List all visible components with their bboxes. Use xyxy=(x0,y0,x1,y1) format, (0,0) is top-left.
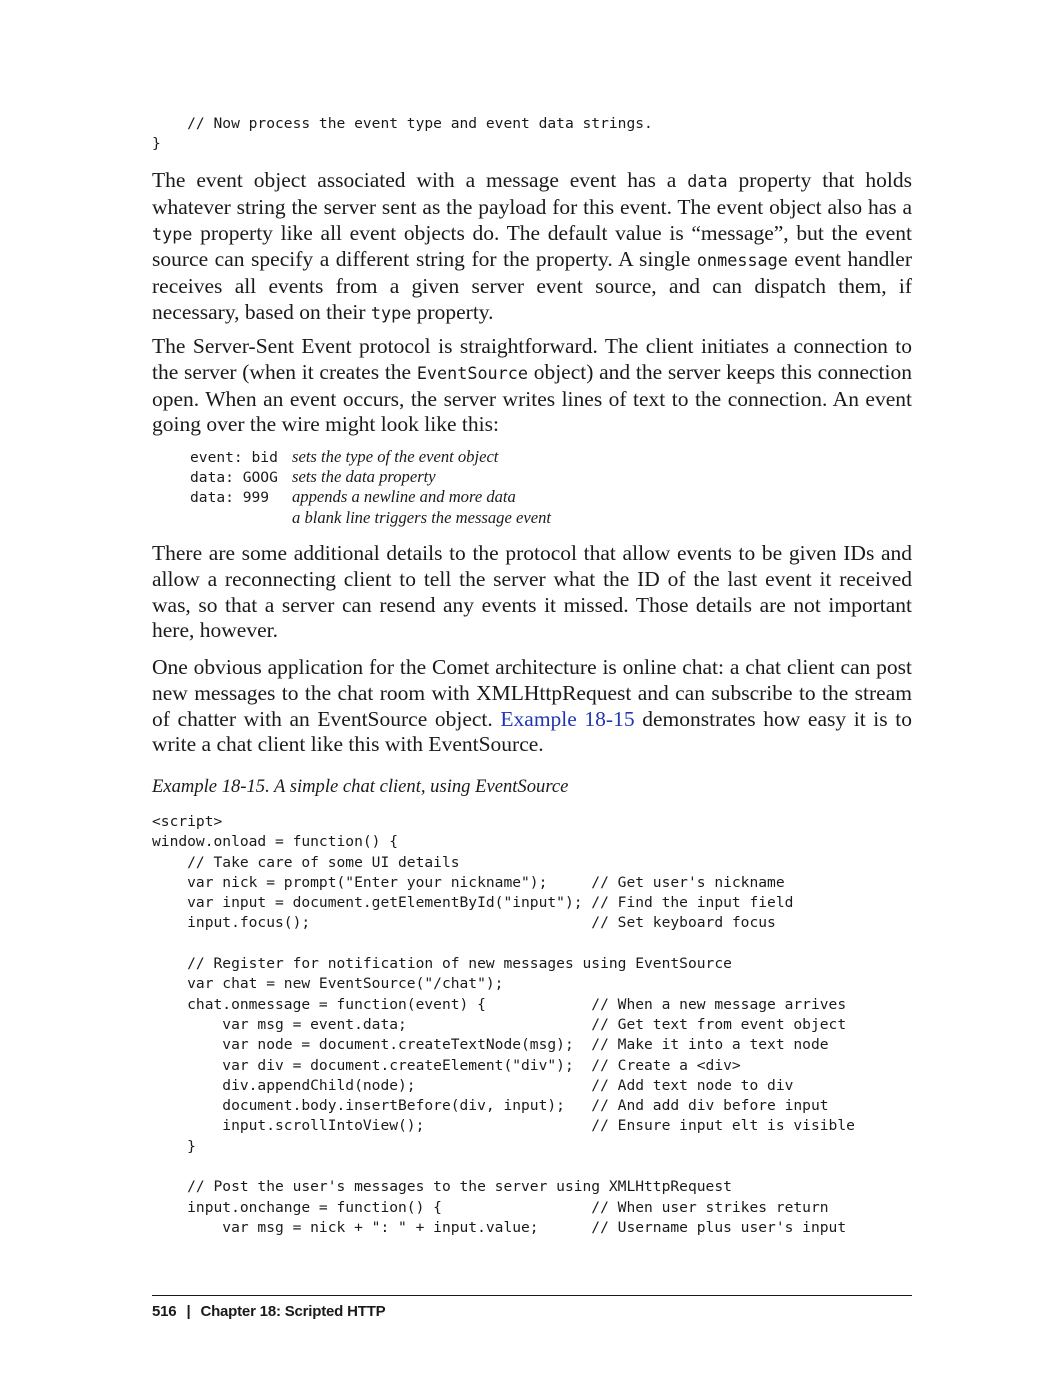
code-listing-chat-client: <script> window.onload = function() { // Take care of some UI details var nick = prompt("Enter your nickname"); // Get user's nickname var input = document.getElementById("input"); // Find the input field input.focus(); // Set keyboard focus // Register for notification of new messages using EventSource var chat = new EventSource("/chat"); chat.onmessage = function(event) { // When a new message arrives var msg = event.data; // Get text from event object var node = document.createTextNode(msg); // Make it into a text node var div = document.createElement("div"); // Create a <div> div.appendChild(node); // Add text node to div document.body.insertBefore(div, input); // And add div before input input.scrollIntoView(); // Ensure input elt is visible } // Post the user's messages to the server using XMLHttpRequest input.onchange = function() { // When user strikes return var msg = nick + ": " + input.value; // Username plus user's input xyxy=(152,813,855,1236)
example-cross-reference-link[interactable]: Example 18-15 xyxy=(500,706,635,731)
wire-format-example xyxy=(190,447,551,528)
inline-code: onmessage xyxy=(696,250,788,271)
page-footer xyxy=(152,1303,385,1320)
code-snippet-top: // Now process the event type and event data strings. } xyxy=(152,115,653,153)
paragraph-protocol: The Server-Sent Event protocol is straightforward. The client initiates a connection to the server (when it creates the EventSource object) and the server keeps this connection open. When an event occurs, the server writes lines of text to the connection. An event going over the wire might look like this: xyxy=(152,334,912,437)
inline-code: type xyxy=(370,302,412,323)
wire-annotation: a blank line triggers the message event xyxy=(292,507,551,527)
example-caption: Example 18-15. A simple chat client, using EventSource xyxy=(152,776,569,797)
wire-line xyxy=(190,487,551,507)
wire-code: event: bid xyxy=(190,449,278,466)
chapter-title: Chapter 18: Scripted HTTP xyxy=(200,1303,386,1320)
wire-annotation: sets the type of the event object xyxy=(292,447,499,466)
paragraph-chat-application: One obvious application for the Comet architecture is online chat: a chat client can post new messages to the chat room with XMLHttpRequest and can subscribe to the stream of chatter with an EventSource object. Example 18-15 demonstrates how easy it is to write a chat client like this with EventSource. xyxy=(152,655,912,757)
page-number: 516 xyxy=(152,1303,177,1320)
paragraph-protocol-details: There are some additional details to the protocol that allow events to be given IDs and allow a reconnecting client to tell the server what the ID of the last event it received was, so that a server can resend any events it missed. Those details are not important here, however. xyxy=(152,541,912,643)
wire-code: data: 999 xyxy=(190,489,270,507)
wire-code: data: GOOG xyxy=(190,469,278,487)
footer-separator: | xyxy=(186,1303,191,1320)
paragraph-message-event: The event object associated with a message event has a data property that holds whatever string the server sent as the payload for this event. The event object also has a type property like all event objects do. The default value is “message”, but the event source can specify a different string for the property. A single onmessage event handler receives all events from a given server event source, and can dispatch them, if necessary, based on their type property. xyxy=(152,168,912,324)
wire-annotation: appends a newline and more data xyxy=(292,487,516,507)
wire-annotation: sets the data property xyxy=(292,467,436,487)
wire-line xyxy=(190,447,551,467)
inline-code: EventSource xyxy=(416,362,528,383)
footer-divider xyxy=(152,1295,912,1296)
wire-line xyxy=(190,467,551,487)
inline-code: data xyxy=(687,171,728,191)
wire-line xyxy=(190,508,551,528)
inline-code: type xyxy=(152,223,193,244)
